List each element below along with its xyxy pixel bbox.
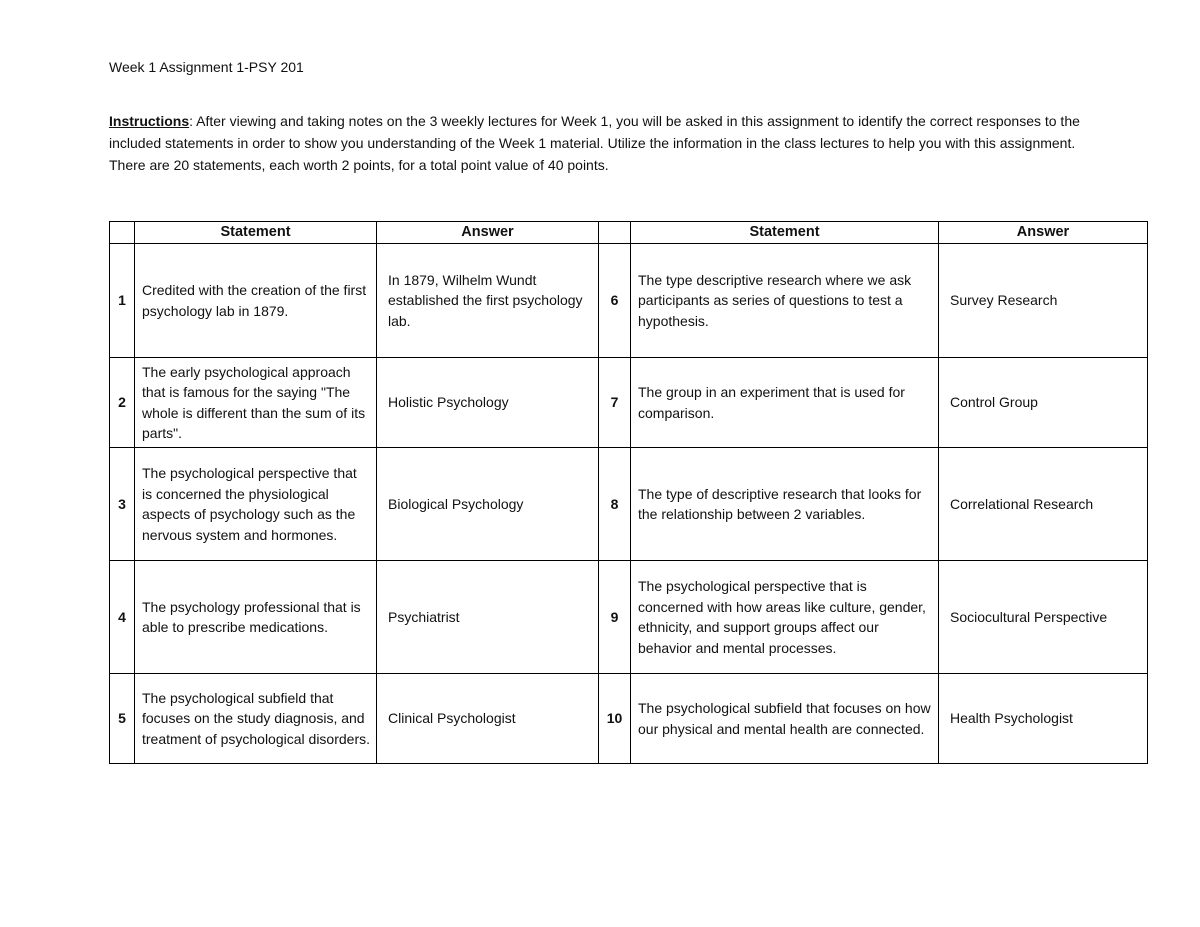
answer-cell: Clinical Psychologist <box>377 674 599 764</box>
statement-cell: The early psychological approach that is famous for the saying "The whole is different than the sum of its parts". <box>135 358 377 448</box>
statement-cell: The psychological perspective that is concerned the physiological aspects of psychology such as the nervous system and hormones. <box>135 448 377 561</box>
row-number: 9 <box>599 561 631 674</box>
answer-cell: Health Psychologist <box>939 674 1148 764</box>
statement-cell: The psychological subfield that focuses on how our physical and mental health are connected. <box>631 674 939 764</box>
row-number: 10 <box>599 674 631 764</box>
statement-cell: The psychology professional that is able to prescribe medications. <box>135 561 377 674</box>
row-number: 4 <box>110 561 135 674</box>
header-statement-left: Statement <box>135 222 377 244</box>
statement-cell: The type of descriptive research that looks for the relationship between 2 variables. <box>631 448 939 561</box>
statement-cell: The psychological perspective that is concerned with how areas like culture, gender, ethnicity, and support groups affect our behavior and mental processes. <box>631 561 939 674</box>
statement-cell: The group in an experiment that is used for comparison. <box>631 358 939 448</box>
table-row <box>110 561 1148 674</box>
answer-cell: Holistic Psychology <box>377 358 599 448</box>
header-answer-left: Answer <box>377 222 599 244</box>
table-row <box>110 358 1148 448</box>
statement-cell: The psychological subfield that focuses on the study diagnosis, and treatment of psychological disorders. <box>135 674 377 764</box>
header-number-right <box>599 222 631 244</box>
header-statement-right: Statement <box>631 222 939 244</box>
answer-cell: Survey Research <box>939 244 1148 358</box>
document-title: Week 1 Assignment 1-PSY 201 <box>109 59 304 75</box>
answer-cell: Sociocultural Perspective <box>939 561 1148 674</box>
table-row <box>110 674 1148 764</box>
table-row <box>110 244 1148 358</box>
row-number: 3 <box>110 448 135 561</box>
row-number: 6 <box>599 244 631 358</box>
row-number: 1 <box>110 244 135 358</box>
header-number-left <box>110 222 135 244</box>
instructions-text: After viewing and taking notes on the 3 weekly lectures for Week 1, you will be asked in this assignment to identify the correct responses to the included statements in order to show you understanding of the Week 1 material. Utilize the information in the class lectures to help you with this assignment. There are 20 statements, each worth 2 points, for a total point value of 40 points. <box>109 113 1080 173</box>
answer-cell: Psychiatrist <box>377 561 599 674</box>
row-number: 5 <box>110 674 135 764</box>
answer-cell: Biological Psychology <box>377 448 599 561</box>
row-number: 7 <box>599 358 631 448</box>
assignment-table <box>109 221 1148 764</box>
instructions-label: Instructions <box>109 113 190 129</box>
answer-cell: In 1879, Wilhelm Wundt established the first psychology lab. <box>377 244 599 358</box>
header-answer-right: Answer <box>939 222 1148 244</box>
answer-cell: Correlational Research <box>939 448 1148 561</box>
table-header-row <box>110 222 1148 244</box>
statement-cell: The type descriptive research where we ask participants as series of questions to test a hypothesis. <box>631 244 939 358</box>
answer-cell: Control Group <box>939 358 1148 448</box>
table-row <box>110 448 1148 561</box>
instructions-colon: : <box>189 113 194 129</box>
row-number: 8 <box>599 448 631 561</box>
row-number: 2 <box>110 358 135 448</box>
instructions-paragraph <box>109 110 1089 176</box>
statement-cell: Credited with the creation of the first psychology lab in 1879. <box>135 244 377 358</box>
